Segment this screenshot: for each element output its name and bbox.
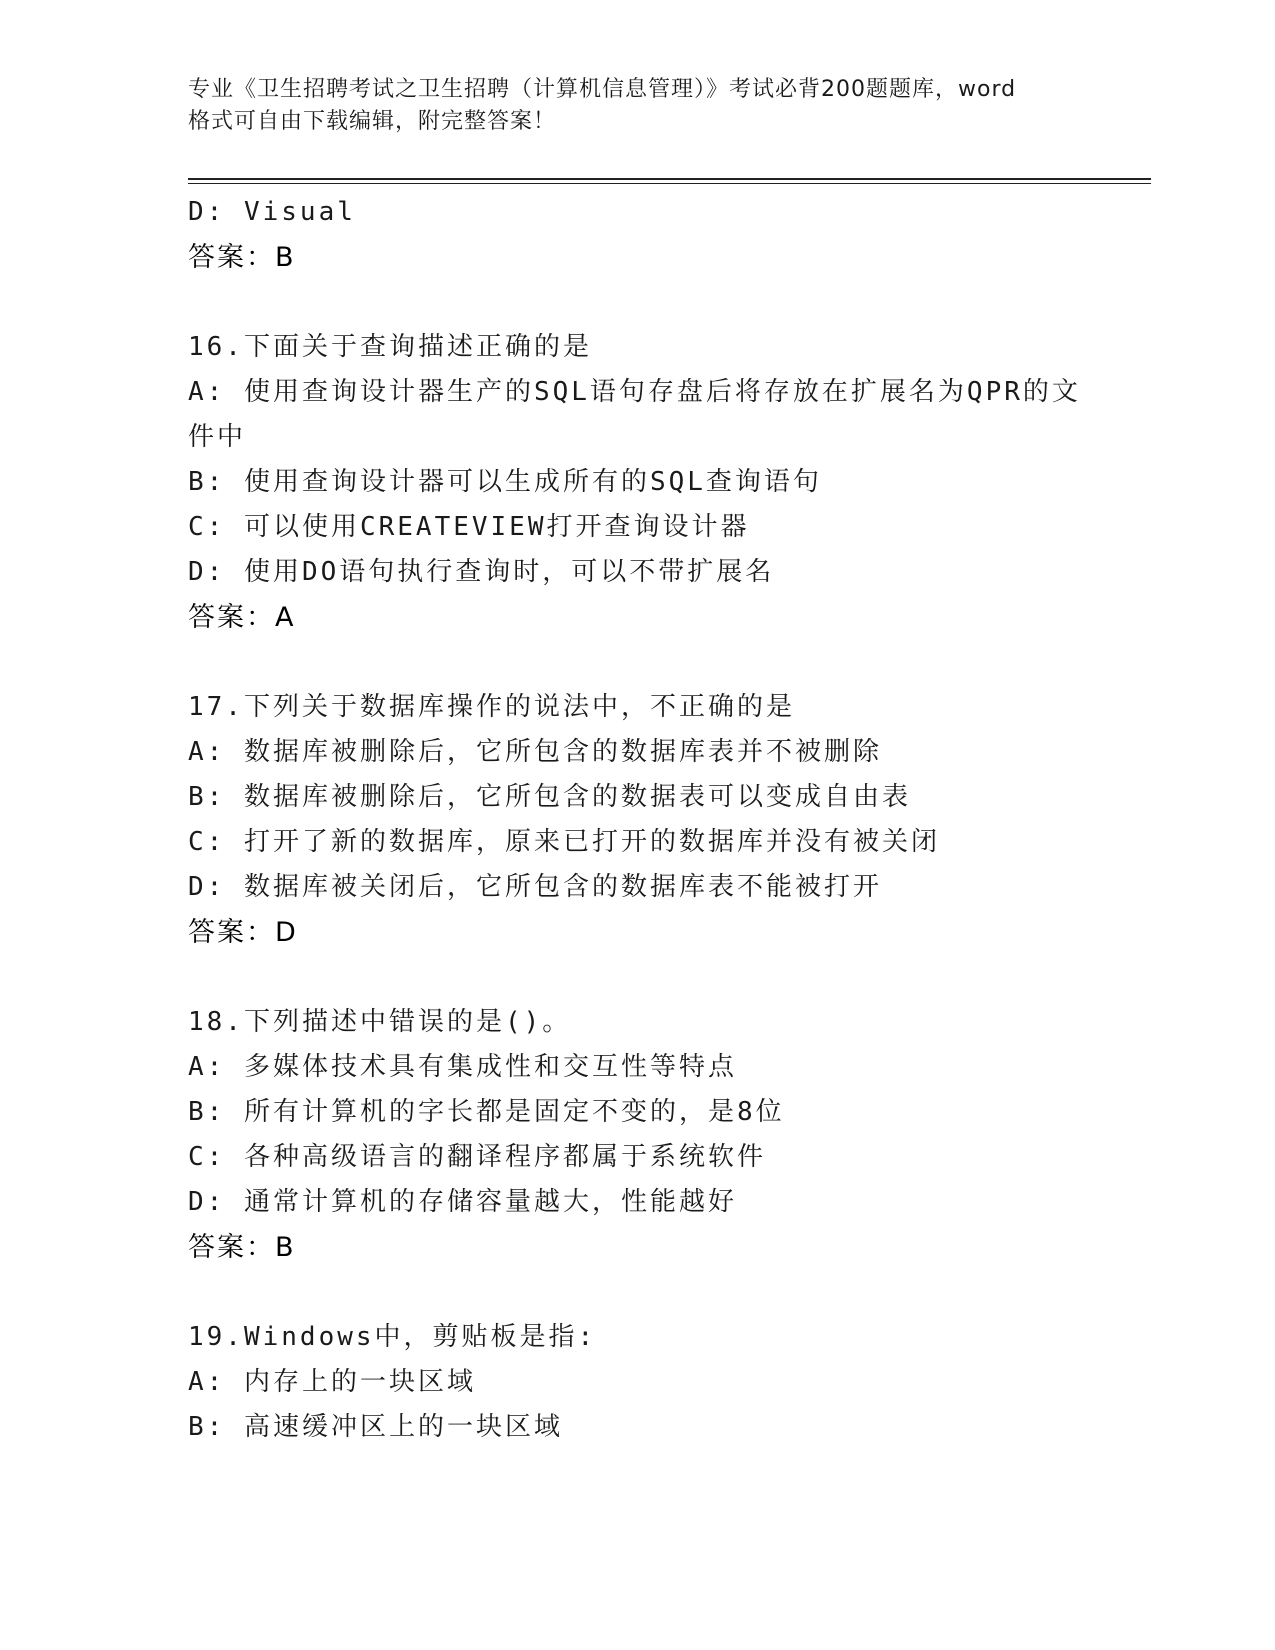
question-block-prev [188,190,1088,281]
option-b: B: 所有计算机的字长都是固定不变的，是8位 [188,1097,785,1127]
header-line-1: 专业《卫生招聘考试之卫生招聘（计算机信息管理）》考试必背200题题库，word [188,77,1017,102]
spacer [188,956,1088,1000]
question-text: 16.下面关于查询描述正确的是 [188,332,592,362]
question-list [188,190,1088,1450]
option-b: B: 数据库被删除后，它所包含的数据表可以变成自由表 [188,782,911,812]
answer-line: 答案：A [188,602,296,633]
option-c: C: 各种高级语言的翻译程序都属于系统软件 [188,1142,766,1172]
question-block-18 [188,1000,1088,1271]
option-a: A: 内存上的一块区域 [188,1367,476,1397]
answer-line: 答案：B [188,1232,296,1263]
question-text: 17.下列关于数据库操作的说法中，不正确的是 [188,692,795,722]
header-rule-thick [188,178,1151,180]
option-b: B: 使用查询设计器可以生成所有的SQL查询语句 [188,467,822,497]
answer-line: 答案：B [188,242,296,273]
answer-line: 答案：D [188,917,298,948]
spacer [188,641,1088,685]
question-text: 19.Windows中，剪贴板是指: [188,1322,597,1352]
option-a-continued: 件中 [188,422,247,452]
option-d: D: Visual [188,197,356,227]
option-d: D: 使用DO语句执行查询时，可以不带扩展名 [188,557,775,587]
document-header [188,74,1088,138]
question-block-19 [188,1315,1088,1450]
question-block-17 [188,685,1088,956]
spacer [188,1271,1088,1315]
option-b: B: 高速缓冲区上的一块区域 [188,1412,563,1442]
option-c: C: 打开了新的数据库，原来已打开的数据库并没有被关闭 [188,827,940,857]
option-d: D: 数据库被关闭后，它所包含的数据库表不能被打开 [188,872,882,902]
option-c: C: 可以使用CREATEVIEW打开查询设计器 [188,512,750,542]
option-a: A: 使用查询设计器生产的SQL语句存盘后将存放在扩展名为QPR的文 [188,377,1081,407]
option-d: D: 通常计算机的存储容量越大，性能越好 [188,1187,737,1217]
question-block-16 [188,325,1088,641]
question-text: 18.下列描述中错误的是()。 [188,1007,572,1037]
option-a: A: 数据库被删除后，它所包含的数据库表并不被删除 [188,737,882,767]
header-line-2: 格式可自由下载编辑，附完整答案！ [188,109,557,134]
header-rule-thin [188,183,1151,184]
spacer [188,281,1088,325]
option-a: A: 多媒体技术具有集成性和交互性等特点 [188,1052,737,1082]
